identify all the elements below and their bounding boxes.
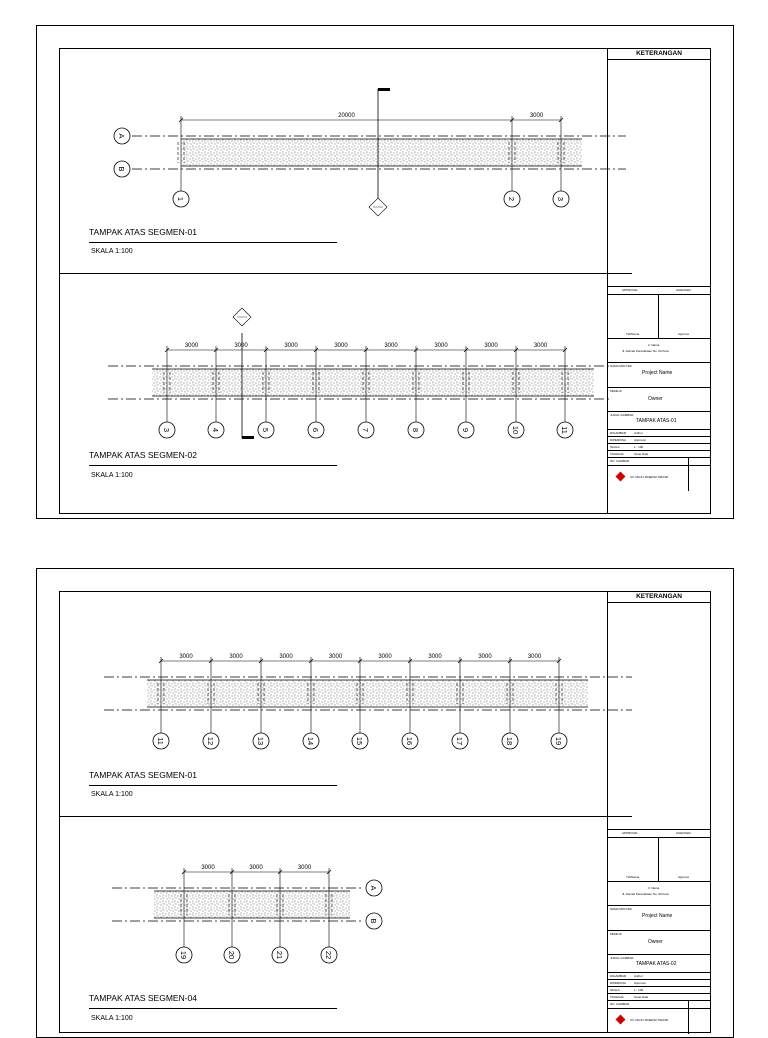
axis-label: 20 xyxy=(227,950,236,960)
view-title: TAMPAK ATAS SEGMEN-04 xyxy=(89,993,198,1003)
dimension-label: 3000 xyxy=(284,343,298,349)
view-title: TAMPAK ATAS SEGMEN-01 xyxy=(89,770,198,780)
axis-label: 3 xyxy=(162,427,171,433)
axis-label: 3 xyxy=(556,196,565,202)
axis-label: 21 xyxy=(275,950,284,960)
view-scale: SKALA 1:100 xyxy=(91,791,133,798)
road-slab xyxy=(181,139,582,166)
sheet-frame xyxy=(59,48,711,514)
axis-label: 18 xyxy=(505,736,514,746)
axis-label: 19 xyxy=(554,736,563,746)
axis-label: 10 xyxy=(511,425,520,435)
grid-label: A xyxy=(369,885,378,891)
axis-label: 15 xyxy=(355,736,364,746)
dimension-label: 3000 xyxy=(434,343,448,349)
grid-label: B xyxy=(369,918,378,924)
axis-label: 19 xyxy=(179,950,188,960)
axis-label: 5 xyxy=(261,427,270,433)
sheet-frame xyxy=(59,591,711,1033)
title-block: KETERANGAN APPROVAL CHECKED Ttd/Nama Approve Ir. Nama Jl. Alamat Perusahaan No. 00 Kota NAMA PROYEK Project Name PEMILIK Owner JUDUL GAMBAR TAMPAK ATAS-02 DIGAMBAR Author DIPERIKSA Approver SKALA 1 : 100 TANGGAL Issue Date NO. GAMBAR CV. MAJU SINERGI TEKNIK xyxy=(607,592,710,1032)
dimension-label: 3000 xyxy=(484,343,498,349)
axis-label: 7 xyxy=(361,427,370,433)
axis-label: 17 xyxy=(455,736,464,746)
dimension-label: 20000 xyxy=(338,113,355,119)
section-flag xyxy=(242,436,254,439)
grid-label: A xyxy=(117,133,126,139)
dimension-label: 3000 xyxy=(478,654,492,660)
axis-label: 13 xyxy=(256,736,265,746)
dimension-label: 3000 xyxy=(229,654,243,660)
dimension-label: 3000 xyxy=(527,654,542,660)
company-logo-icon xyxy=(616,472,626,482)
axis-label: 11 xyxy=(156,737,165,745)
drawing-sheet-1 xyxy=(36,25,734,519)
axis-label: 1 xyxy=(176,196,185,202)
dimension-label: 3000 xyxy=(201,865,215,871)
title-block: KETERANGAN APPROVAL CHECKED Ttd/Nama Approve Ir. Nama Jl. Alamat Perusahaan No. 00 Kota NAMA PROYEK Project Name PEMILIK Owner JUDUL GAMBAR TAMPAK ATAS-01 DIGAMBAR Author DIPERIKSA Approver SKALA 1 : 100 TANGGAL Issue Date NO. GAMBAR CV. MAJU SINERGI TEKNIK xyxy=(607,49,710,513)
dimension-label: 3000 xyxy=(179,654,193,660)
axis-label: 16 xyxy=(405,736,414,746)
axis-label: 6 xyxy=(311,427,320,433)
dimension-label: 3000 xyxy=(328,654,343,660)
dimension-label: 3000 xyxy=(279,654,293,660)
axis-label: 8 xyxy=(411,427,420,433)
axis-label: 12 xyxy=(206,736,215,746)
dimension-label: 3000 xyxy=(234,343,248,349)
grid-label: B xyxy=(117,166,126,172)
plan-segmen-02 xyxy=(60,273,632,473)
view-title: TAMPAK ATAS SEGMEN-01 xyxy=(89,227,198,237)
dimension-label: 3000 xyxy=(428,654,442,660)
dimension-label: 3000 xyxy=(184,343,199,349)
axis-label: 11 xyxy=(560,426,569,434)
dimension-label: 3000 xyxy=(533,343,548,349)
view-scale: SKALA 1:100 xyxy=(91,248,133,255)
axis-label: 22 xyxy=(324,950,333,960)
title-block-header: KETERANGAN xyxy=(608,592,710,603)
section-flag xyxy=(378,88,390,91)
dimension-label: 3000 xyxy=(384,343,398,349)
axis-label: 4 xyxy=(211,427,220,433)
road-slab xyxy=(147,680,588,707)
view-scale: SKALA 1:100 xyxy=(91,1015,133,1022)
dimension-label: 3000 xyxy=(378,654,392,660)
view-title: TAMPAK ATAS SEGMEN-02 xyxy=(89,450,198,460)
drawing-sheet-2 xyxy=(36,568,734,1038)
axis-label: 9 xyxy=(461,427,470,433)
road-slab xyxy=(152,369,594,396)
view-scale: SKALA 1:100 xyxy=(91,472,133,479)
plan-segmen-04 xyxy=(60,816,632,1016)
dimension-label: 3000 xyxy=(297,865,312,871)
axis-label: 2 xyxy=(507,196,516,202)
axis-label: 14 xyxy=(306,736,315,746)
company-logo-icon xyxy=(616,1015,626,1025)
title-block-header: KETERANGAN xyxy=(608,49,710,60)
dimension-label: 3000 xyxy=(529,113,544,119)
road-slab xyxy=(154,891,350,918)
dimension-label: 3000 xyxy=(334,343,348,349)
dimension-label: 3000 xyxy=(249,865,263,871)
